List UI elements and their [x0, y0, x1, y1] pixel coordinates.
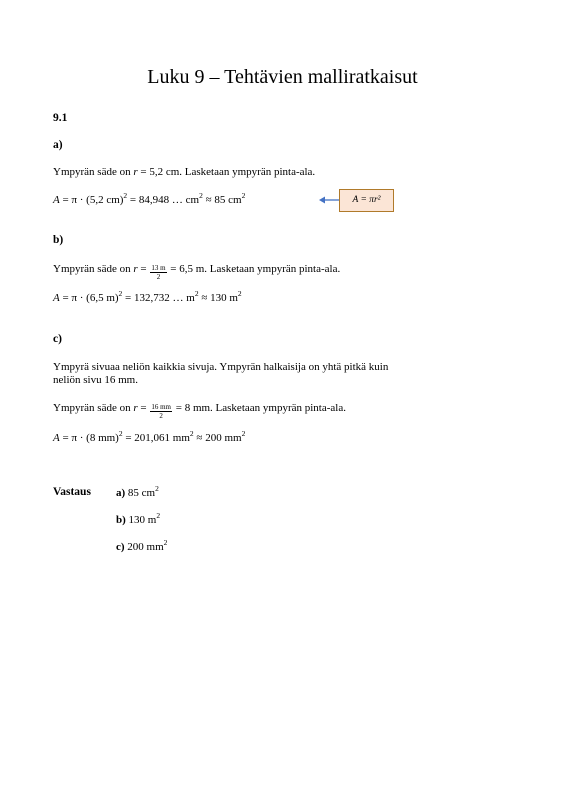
- fraction: $\frac{13 m}{2}$: [151, 264, 166, 281]
- section-b-text: Ympyrän säde on r = $\frac{13 m}{2}$ = 6,5 m. Lasketaan ympyrän pinta-ala.: [53, 263, 341, 281]
- page-title: Luku 9 – Tehtävien malliratkaisut: [147, 66, 418, 88]
- section-a-label: a): [53, 139, 63, 151]
- section-a-formula: A = π · (5,2 cm)$^2$ = 84,948 … $cm^2 \approx 85$ $cm^2$: [53, 191, 246, 206]
- answer-item-a: a) 85 $cm^2$: [116, 484, 159, 499]
- answer-item-b: b) 130 $m^2$: [116, 511, 161, 526]
- section-c-text: Ympyrän säde on r = $\frac{16 mm}{2}$ = 8 mm. Lasketaan ympyrän pinta-ala.: [53, 402, 346, 420]
- fraction: $\frac{16 mm}{2}$: [151, 403, 171, 420]
- answer-item-c: c) 200 $mm^2$: [116, 538, 168, 553]
- arrow-left-icon: [318, 193, 340, 207]
- task-number: 9.1: [53, 112, 68, 124]
- section-c-line2: neliön sivu 16 mm.: [53, 374, 138, 386]
- section-c-line1: Ympyrä sivuaa neliön kaikkia sivuja. Ympyrän halkaisija on yhtä pitkä kuin: [53, 361, 389, 373]
- section-a-text: Ympyrän säde on r = 5,2 cm. Lasketaan ympyrän pinta-ala.: [53, 166, 316, 178]
- formula-note-box: A = πr²: [339, 189, 394, 212]
- answer-heading: Vastaus: [53, 486, 91, 498]
- section-c-formula: A = π · (8 mm)$^2$ = 201,061 $mm^2 \approx 200$ $mm^2$: [53, 429, 246, 444]
- section-b-label: b): [53, 234, 64, 246]
- section-b-formula: A = π · (6,5 m)$^2$ = 132,732 … $m^2 \approx 130$ $m^2$: [53, 289, 242, 304]
- section-c-label: c): [53, 333, 62, 345]
